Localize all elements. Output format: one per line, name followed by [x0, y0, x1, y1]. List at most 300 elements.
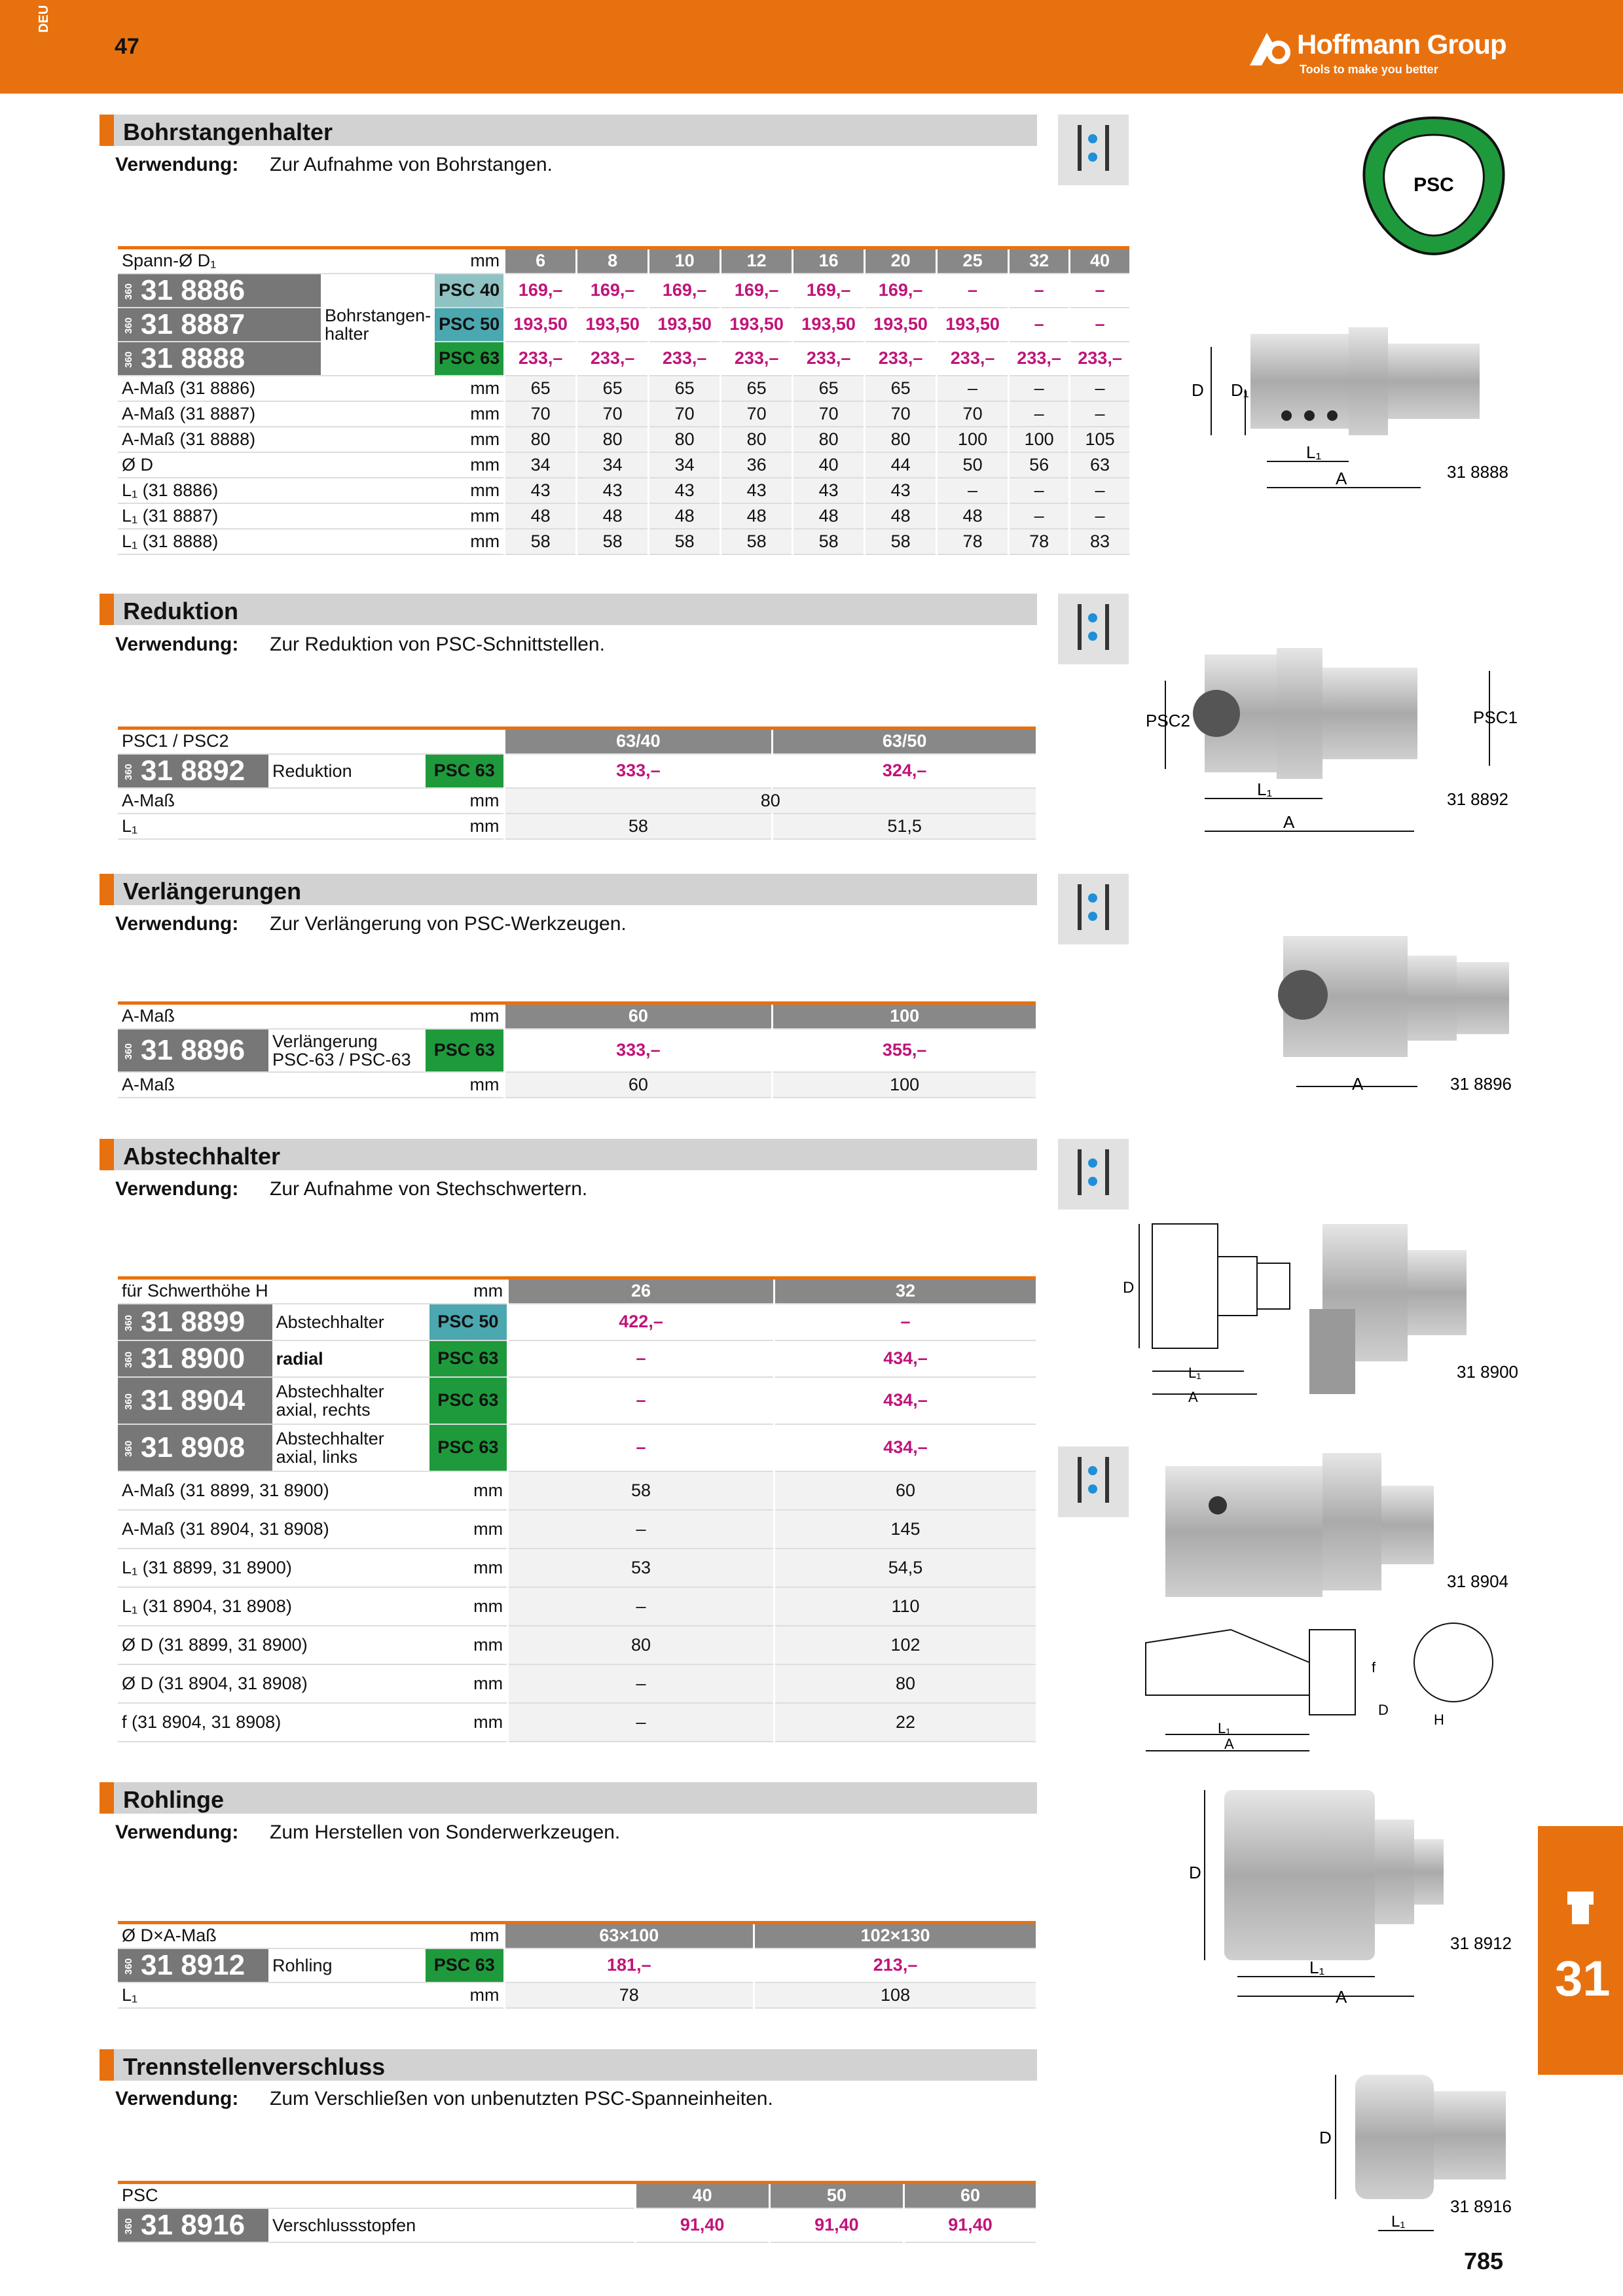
table-row	[118, 788, 1036, 814]
table-bohrstangenhalter	[118, 246, 1129, 555]
value-cell: 80	[577, 427, 649, 452]
figure-id: 31 8892	[1447, 789, 1508, 809]
usage-label: Verwendung:	[115, 634, 239, 655]
usage-text: Zur Aufnahme von Stechschwertern.	[270, 1178, 588, 1200]
value-cell: 43	[649, 478, 721, 503]
value-cell: 83	[1070, 529, 1129, 554]
section-accent	[100, 1139, 114, 1170]
dim-a: A	[1283, 812, 1295, 832]
figure-id: 31 8912	[1450, 1933, 1512, 1953]
article-number[interactable]: 360 31 8896	[118, 1029, 268, 1072]
article-number[interactable]: 360 31 8904	[118, 1377, 272, 1424]
coolant-icon	[1058, 1446, 1129, 1517]
value-cell: 63	[1070, 452, 1129, 478]
price-cell: 169,–	[793, 274, 865, 308]
table-row	[118, 1471, 1036, 1510]
value-cell: 70	[937, 401, 1009, 427]
product-drawing-318912	[1185, 1780, 1525, 2009]
unit: mm	[435, 503, 505, 529]
value-cell: 65	[865, 376, 937, 401]
brand-tagline: Tools to make you better	[1300, 63, 1438, 76]
table-header-row	[118, 728, 1036, 754]
psc-size-badge: PSC 40	[435, 274, 505, 308]
page-number: 785	[1464, 2248, 1504, 2274]
value-cell: 51,5	[773, 814, 1036, 839]
value-cell: 100	[1009, 427, 1070, 452]
value-cell: 65	[721, 376, 793, 401]
row-label: A-Maß (31 8899, 31 8900)	[118, 1471, 429, 1510]
unit: mm	[426, 788, 504, 814]
chapter-side-tab[interactable]	[1538, 1826, 1623, 2075]
price-cell: –	[1009, 308, 1070, 342]
value-cell: 80	[721, 427, 793, 452]
dim-l1: L₁	[1218, 1720, 1231, 1736]
row-label: A-Maß	[118, 1072, 426, 1098]
value-cell: 48	[865, 503, 937, 529]
table-row	[118, 754, 1036, 788]
value-cell: 80	[505, 427, 577, 452]
row-label: L₁ (31 8904, 31 8908)	[118, 1587, 429, 1626]
header-label: PSC1 / PSC2	[118, 728, 268, 754]
table-row	[118, 1948, 1036, 1982]
price-cell: –	[508, 1377, 775, 1424]
psc-size-badge: PSC 63	[429, 1377, 508, 1424]
value-cell: 53	[508, 1549, 775, 1587]
unit: mm	[429, 1510, 508, 1549]
unit: mm	[426, 1982, 504, 2008]
value-cell: 34	[649, 452, 721, 478]
product-drawing-318888	[1185, 314, 1525, 511]
price-cell: 169,–	[649, 274, 721, 308]
dim-a: A	[1336, 1987, 1347, 2007]
col-header: 40	[635, 2183, 769, 2208]
value-cell: 105	[1070, 427, 1129, 452]
table-row	[118, 529, 1129, 554]
table-row	[118, 342, 1129, 376]
psc-size-badge: PSC 63	[429, 1340, 508, 1377]
value-cell: –	[1009, 401, 1070, 427]
value-cell: 48	[793, 503, 865, 529]
unit: mm	[429, 1664, 508, 1703]
value-cell: 43	[577, 478, 649, 503]
price-cell: 233,–	[865, 342, 937, 376]
unit: mm	[429, 1703, 508, 1742]
unit: mm	[435, 401, 505, 427]
value-cell: –	[937, 478, 1009, 503]
section-title: Abstechhalter	[123, 1143, 281, 1170]
price-cell: –	[508, 1340, 775, 1377]
col-header: 60	[903, 2183, 1036, 2208]
top-bar	[0, 0, 1623, 94]
table-trennstellenverschluss	[118, 2181, 1036, 2243]
section-title: Trennstellenverschluss	[123, 2053, 386, 2080]
value-cell: –	[508, 1703, 775, 1742]
row-label: L₁ (31 8888)	[118, 529, 435, 554]
table-row	[118, 478, 1129, 503]
language-code: DEU	[37, 5, 51, 33]
price-cell: 169,–	[505, 274, 577, 308]
col-header: 50	[769, 2183, 903, 2208]
product-drawing-318904	[1139, 1446, 1525, 1754]
dim-d: D	[1319, 2128, 1332, 2147]
product-drawing-318892	[1139, 648, 1525, 844]
article-number[interactable]: 360 31 8887	[118, 308, 321, 342]
usage-label: Verwendung:	[115, 1821, 239, 1843]
price-cell: –	[775, 1304, 1036, 1340]
product-drawing-318916	[1316, 2062, 1532, 2238]
table-row	[118, 427, 1129, 452]
price-cell: –	[1070, 308, 1129, 342]
value-cell: 58	[505, 529, 577, 554]
table-row	[118, 1549, 1036, 1587]
product-description: radial	[272, 1340, 429, 1377]
value-cell: 110	[775, 1587, 1036, 1626]
dim-d1: D₁	[1231, 380, 1249, 400]
psc-size-badge: PSC 50	[429, 1304, 508, 1340]
row-label: A-Maß (31 8886)	[118, 376, 435, 401]
table-row	[118, 1982, 1036, 2008]
price-cell: 169,–	[577, 274, 649, 308]
value-cell: –	[1009, 478, 1070, 503]
row-label: L₁	[118, 1982, 426, 2008]
value-cell: 70	[793, 401, 865, 427]
col-header: 63/40	[504, 728, 773, 754]
tool-holder-icon	[1558, 1885, 1603, 1931]
price-cell: 233,–	[1070, 342, 1129, 376]
value-cell: –	[508, 1510, 775, 1549]
section-header-verlaengerungen	[100, 874, 1037, 905]
dim-a: A	[1224, 1736, 1234, 1752]
usage-text: Zum Herstellen von Sonderwerkzeugen.	[270, 1821, 621, 1843]
dim-l1: L₁	[1257, 780, 1273, 799]
table-row	[118, 2208, 1036, 2242]
dim-f: f	[1372, 1659, 1376, 1676]
value-cell: 78	[504, 1982, 754, 2008]
price-cell: 422,–	[508, 1304, 775, 1340]
section-header-abstechhalter	[100, 1139, 1037, 1170]
product-description: Bohrstangen-halter	[321, 274, 435, 376]
value-cell: 60	[775, 1471, 1036, 1510]
price-cell: –	[1070, 274, 1129, 308]
value-cell: 80	[775, 1664, 1036, 1703]
table-row	[118, 1424, 1036, 1471]
col-header: 25	[937, 248, 1009, 274]
value-cell: 48	[937, 503, 1009, 529]
table-row	[118, 1304, 1036, 1340]
row-label: f (31 8904, 31 8908)	[118, 1703, 429, 1742]
dim-a: A	[1352, 1074, 1364, 1094]
article-number[interactable]: 360 31 8908	[118, 1424, 272, 1471]
table-header-row	[118, 1923, 1036, 1948]
dim-a: A	[1336, 469, 1347, 488]
price-cell: 355,–	[773, 1029, 1036, 1072]
price-cell: 169,–	[721, 274, 793, 308]
value-cell: 70	[721, 401, 793, 427]
article-number[interactable]: 360 31 8888	[118, 342, 321, 376]
header-label: Ø D×A-Maß	[118, 1923, 268, 1948]
unit: mm	[435, 478, 505, 503]
unit: mm	[429, 1587, 508, 1626]
section-accent	[100, 594, 114, 625]
table-row	[118, 1510, 1036, 1549]
unit: mm	[426, 1923, 504, 1948]
product-drawing-318896	[1277, 929, 1532, 1106]
value-cell: 102	[775, 1626, 1036, 1664]
header-label: A-Maß	[118, 1003, 268, 1029]
section-title: Reduktion	[123, 598, 238, 624]
table-row	[118, 308, 1129, 342]
table-row	[118, 376, 1129, 401]
price-cell: 233,–	[649, 342, 721, 376]
dim-l1: L₁	[1188, 1365, 1201, 1381]
value-cell: 78	[1009, 529, 1070, 554]
col-header: 12	[721, 248, 793, 274]
section-accent	[100, 2049, 114, 2081]
product-drawing-318900	[1113, 1217, 1525, 1407]
value-cell: 78	[937, 529, 1009, 554]
usage-text: Zur Aufnahme von Bohrstangen.	[270, 154, 553, 175]
product-description: Abstechhalter axial, links	[272, 1424, 429, 1471]
row-label: L₁ (31 8886)	[118, 478, 435, 503]
price-cell: 233,–	[721, 342, 793, 376]
table-abstechhalter	[118, 1276, 1036, 1742]
value-cell: –	[508, 1664, 775, 1703]
value-cell: 48	[649, 503, 721, 529]
price-cell: 91,40	[769, 2208, 903, 2242]
col-header: 32	[1009, 248, 1070, 274]
row-label: A-Maß (31 8904, 31 8908)	[118, 1510, 429, 1549]
section-header-rohlinge	[100, 1782, 1037, 1814]
header-label: PSC	[118, 2183, 268, 2208]
article-number[interactable]: 360 31 8892	[118, 754, 268, 788]
product-description: Rohling	[268, 1948, 426, 1982]
value-cell: 70	[649, 401, 721, 427]
value-cell: 22	[775, 1703, 1036, 1742]
value-cell: 34	[577, 452, 649, 478]
product-description: Abstechhalter	[272, 1304, 429, 1340]
figure-id: 31 8916	[1450, 2197, 1512, 2216]
table-verlaengerungen	[118, 1001, 1036, 1098]
value-cell: 43	[721, 478, 793, 503]
row-label: L₁ (31 8887)	[118, 503, 435, 529]
row-label: L₁	[118, 814, 426, 839]
psc-size-badge: PSC 63	[426, 754, 504, 788]
article-number[interactable]: 360 31 8900	[118, 1340, 272, 1377]
brand-name: Hoffmann Group	[1297, 29, 1506, 60]
value-cell: 36	[721, 452, 793, 478]
col-header: 63/50	[773, 728, 1036, 754]
col-header: 32	[775, 1278, 1036, 1304]
psc-size-badge: PSC 63	[429, 1424, 508, 1471]
value-cell: 43	[505, 478, 577, 503]
dim-d: D	[1192, 380, 1204, 400]
price-cell: 233,–	[1009, 342, 1070, 376]
table-row	[118, 1587, 1036, 1626]
row-label: A-Maß (31 8887)	[118, 401, 435, 427]
unit: mm	[429, 1549, 508, 1587]
value-cell: 40	[793, 452, 865, 478]
value-cell: 58	[508, 1471, 775, 1510]
price-cell: 213,–	[754, 1948, 1036, 1982]
section-header-reduktion	[100, 594, 1037, 625]
unit: mm	[429, 1471, 508, 1510]
row-label: Ø D	[118, 452, 435, 478]
figure-id: 31 8888	[1447, 462, 1508, 482]
col-header: 102×130	[754, 1923, 1036, 1948]
brand-mark-icon	[1247, 30, 1293, 67]
col-header: 40	[1070, 248, 1129, 274]
table-row	[118, 814, 1036, 839]
price-cell: 193,50	[865, 308, 937, 342]
section-title: Verlängerungen	[123, 878, 302, 905]
table-reduktion	[118, 726, 1036, 840]
price-cell: 91,40	[903, 2208, 1036, 2242]
col-header: 8	[577, 248, 649, 274]
value-cell: 108	[754, 1982, 1036, 2008]
article-number[interactable]: 360 31 8916	[118, 2208, 268, 2242]
header-label: für Schwerthöhe H	[118, 1278, 272, 1304]
table-row	[118, 401, 1129, 427]
side-tab-number: 31	[1555, 1951, 1611, 2007]
row-label: A-Maß	[118, 788, 426, 814]
value-cell: 34	[505, 452, 577, 478]
psc-size-badge: PSC 50	[435, 308, 505, 342]
col-header: 16	[793, 248, 865, 274]
price-cell: 434,–	[775, 1340, 1036, 1377]
table-row	[118, 1377, 1036, 1424]
value-cell: 145	[775, 1510, 1036, 1549]
dim-l1: L₁	[1309, 1958, 1325, 1977]
unit: mm	[426, 1072, 504, 1098]
coolant-icon	[1058, 874, 1129, 944]
value-cell: 70	[865, 401, 937, 427]
row-label: A-Maß (31 8888)	[118, 427, 435, 452]
figure-id: 31 8904	[1447, 1571, 1508, 1591]
figure-id: 31 8900	[1457, 1362, 1518, 1382]
section-header-bohrstangenhalter	[100, 115, 1037, 146]
row-label: Ø D (31 8904, 31 8908)	[118, 1664, 429, 1703]
usage-label: Verwendung:	[115, 2088, 239, 2109]
product-description: Verschlussstopfen	[268, 2208, 635, 2242]
price-cell: 181,–	[504, 1948, 754, 1982]
value-cell: 48	[721, 503, 793, 529]
value-cell: 44	[865, 452, 937, 478]
table-header-row	[118, 2183, 1036, 2208]
value-cell: 65	[649, 376, 721, 401]
value-cell: 58	[721, 529, 793, 554]
price-cell: 169,–	[865, 274, 937, 308]
usage-label: Verwendung:	[115, 154, 239, 175]
value-cell: 54,5	[775, 1549, 1036, 1587]
value-cell: 43	[865, 478, 937, 503]
coolant-icon	[1058, 594, 1129, 664]
col-header: 10	[649, 248, 721, 274]
section-title: Bohrstangenhalter	[123, 118, 333, 145]
unit: mm	[429, 1626, 508, 1664]
value-cell: 65	[505, 376, 577, 401]
value-cell: 43	[793, 478, 865, 503]
article-number[interactable]: 360 31 8886	[118, 274, 321, 308]
price-cell: 193,50	[505, 308, 577, 342]
usage-text: Zur Verlängerung von PSC-Werkzeugen.	[270, 913, 627, 935]
unit: mm	[435, 376, 505, 401]
value-cell: 58	[649, 529, 721, 554]
price-cell: 193,50	[721, 308, 793, 342]
value-cell: 80	[793, 427, 865, 452]
table-row	[118, 1664, 1036, 1703]
value-cell: –	[1009, 503, 1070, 529]
value-cell: 48	[505, 503, 577, 529]
price-cell: 324,–	[773, 754, 1036, 788]
unit: mm	[435, 529, 505, 554]
dim-psc2: PSC2	[1146, 711, 1190, 730]
price-cell: 233,–	[793, 342, 865, 376]
value-cell: 58	[865, 529, 937, 554]
unit: mm	[435, 248, 505, 274]
table-row	[118, 1029, 1036, 1072]
usage-text: Zur Reduktion von PSC-Schnittstellen.	[270, 634, 605, 655]
value-cell: 100	[773, 1072, 1036, 1098]
section-accent	[100, 115, 114, 146]
dim-l1: L₁	[1306, 442, 1322, 462]
dim-a: A	[1188, 1389, 1198, 1405]
product-description: Verlängerung PSC-63 / PSC-63	[268, 1029, 426, 1072]
unit: mm	[426, 1003, 504, 1029]
value-cell: 65	[793, 376, 865, 401]
article-number[interactable]: 360 31 8899	[118, 1304, 272, 1340]
price-cell: 193,50	[577, 308, 649, 342]
psc-size-badge: PSC 63	[426, 1948, 504, 1982]
psc-size-badge: PSC 63	[435, 342, 505, 376]
value-cell: –	[1070, 376, 1129, 401]
coolant-icon	[1058, 1139, 1129, 1210]
col-header: 63×100	[504, 1923, 754, 1948]
header-label: Spann-Ø D₁	[118, 248, 321, 274]
value-cell: 50	[937, 452, 1009, 478]
article-number[interactable]: 360 31 8912	[118, 1948, 268, 1982]
table-row	[118, 503, 1129, 529]
usage-label: Verwendung:	[115, 1178, 239, 1200]
psc-badge-label: PSC	[1413, 174, 1454, 196]
dim-l1: L₁	[1391, 2213, 1406, 2231]
dim-h: H	[1434, 1712, 1444, 1728]
price-cell: 193,50	[793, 308, 865, 342]
brand-logo	[1247, 25, 1509, 77]
section-header-trennstellenverschluss	[100, 2049, 1037, 2081]
table-header-row	[118, 1003, 1036, 1029]
price-cell: 434,–	[775, 1377, 1036, 1424]
value-cell: –	[1070, 503, 1129, 529]
table-row	[118, 1072, 1036, 1098]
col-header: 100	[773, 1003, 1036, 1029]
price-cell: 333,–	[504, 1029, 773, 1072]
table-row	[118, 1626, 1036, 1664]
price-cell: 193,50	[937, 308, 1009, 342]
section-title: Rohlinge	[123, 1786, 224, 1813]
col-header: 6	[505, 248, 577, 274]
value-cell: –	[1070, 478, 1129, 503]
price-cell: –	[508, 1424, 775, 1471]
value-cell: 70	[505, 401, 577, 427]
table-row	[118, 1703, 1036, 1742]
price-cell: 434,–	[775, 1424, 1036, 1471]
price-cell: 193,50	[649, 308, 721, 342]
dim-d: D	[1378, 1702, 1389, 1718]
price-cell: 91,40	[635, 2208, 769, 2242]
value-cell: 80	[504, 788, 1036, 814]
chapter-number: 47	[115, 34, 139, 59]
figure-id: 31 8896	[1450, 1074, 1512, 1094]
